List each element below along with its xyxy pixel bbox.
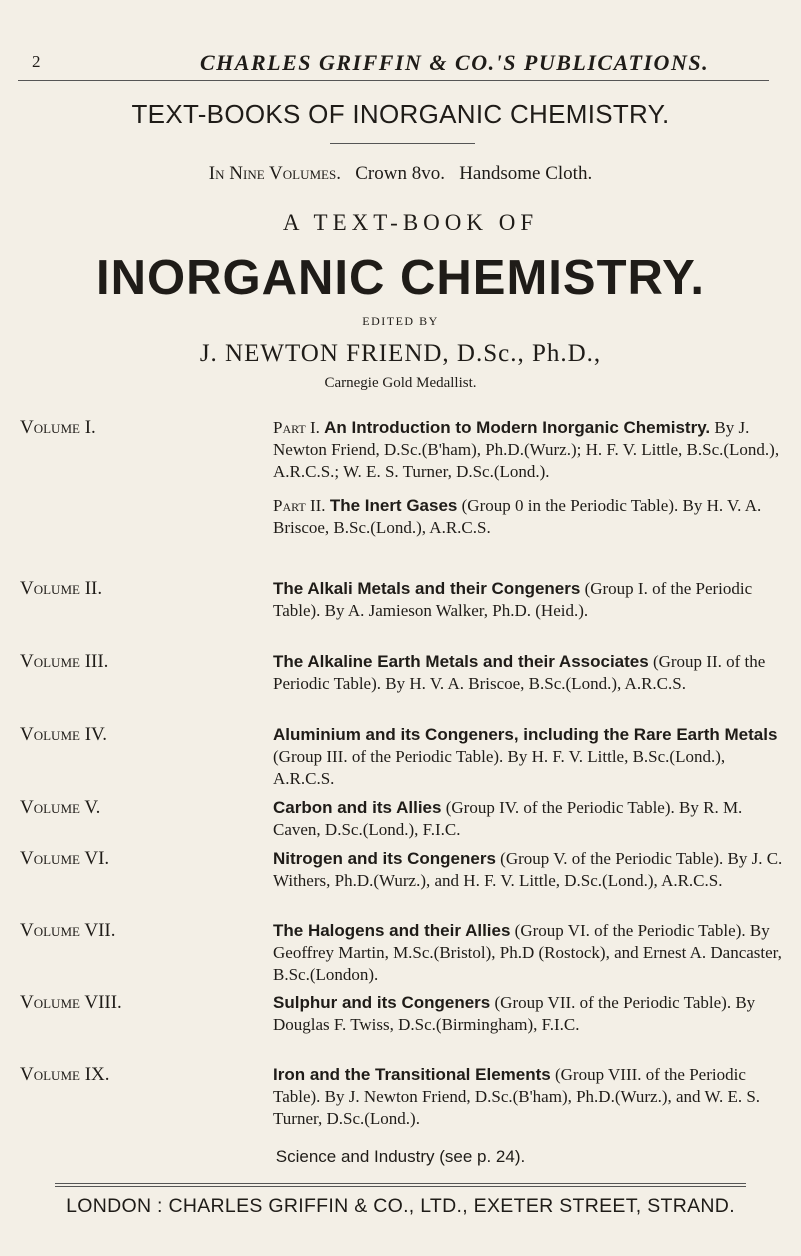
edition-line [0, 163, 801, 185]
volume-description [273, 797, 783, 841]
volume-description [273, 417, 783, 551]
volume-authors: (Group IV. of the Periodic Table). By R. M. Caven, D.Sc.(Lond.), F.I.C. [273, 798, 743, 839]
volume-authors: (Group VI. of the Periodic Table). By Geoffrey Martin, M.Sc.(Bristol), Ph.D (Rostock), and Ernest A. Dancaster, B.Sc.(London). [273, 921, 782, 984]
volume-authors: (Group V. of the Periodic Table). By J. C. Withers, Ph.D.(Wurz.), and H. F. V. Little, D.Sc.(Lond.), A.R.C.S. [273, 849, 783, 890]
volume-part [273, 495, 783, 539]
footer-rule-secondary [55, 1186, 746, 1187]
editor-distinction: Carnegie Gold Medallist. [324, 375, 477, 391]
series-title: TEXT-BOOKS OF INORGANIC CHEMISTRY. [131, 99, 670, 129]
book-main-title: INORGANIC CHEMISTRY. [96, 251, 705, 305]
volume-label: Volume VI. [20, 848, 110, 869]
edited-by: EDITED BY [362, 314, 439, 328]
volume-label: Volume II. [20, 578, 103, 599]
part-prefix: Part II. [273, 496, 326, 515]
part-title: The Inert Gases [329, 496, 458, 515]
title-rule [330, 143, 475, 144]
volume-label: Volume IX. [20, 1064, 110, 1085]
volume-title: The Alkali Metals and their Congeners [273, 579, 581, 598]
volume-label: Volume IV. [20, 724, 108, 745]
running-head [0, 50, 801, 80]
book-binding: Handsome Cloth. [459, 163, 593, 184]
part-authors: By J. Newton Friend, D.Sc.(B'ham), Ph.D.(Wurz.); H. F. V. Little, B.Sc.(Lond.), A.R.C.S.; W. E. S. Turner, D.Sc.(Lond.). [273, 418, 780, 481]
book-pre-title: A TEXT-BOOK OF [282, 210, 539, 235]
volumes-count: In Nine Volumes. [208, 163, 341, 184]
running-title: CHARLES GRIFFIN & CO.'S PUBLICATIONS. [200, 50, 710, 75]
page-number: 2 [32, 52, 41, 71]
header-rule [18, 80, 769, 81]
volume-title: Nitrogen and its Congeners [273, 849, 496, 868]
volume-title: The Halogens and their Allies [273, 921, 511, 940]
volume-label: Volume I. [20, 417, 96, 438]
editor-name: J. NEWTON FRIEND, D.Sc., Ph.D., [199, 340, 602, 367]
volume-title: The Alkaline Earth Metals and their Associates [273, 652, 649, 671]
volume-title: Sulphur and its Congeners [273, 993, 491, 1012]
volume-authors: (Group VII. of the Periodic Table). By Douglas F. Twiss, D.Sc.(Birmingham), F.I.C. [273, 993, 756, 1034]
publisher-imprint: LONDON : CHARLES GRIFFIN & CO., LTD., EXETER STREET, STRAND. [66, 1195, 735, 1217]
volume-description [273, 724, 783, 790]
volume-authors: (Group I. of the Periodic Table). By A. Jamieson Walker, Ph.D. (Heid.). [273, 579, 753, 620]
part-authors: (Group 0 in the Periodic Table). By H. V. A. Briscoe, B.Sc.(Lond.), A.R.C.S. [273, 496, 762, 537]
part-prefix: Part I. [273, 418, 320, 437]
volume-title: Iron and the Transitional Elements [273, 1065, 551, 1084]
volume-authors: (Group II. of the Periodic Table). By H. V. A. Briscoe, B.Sc.(Lond.), A.R.C.S. [273, 652, 766, 693]
volume-label: Volume VIII. [20, 992, 122, 1013]
volume-authors: (Group VIII. of the Periodic Table). By J. Newton Friend, D.Sc.(B'ham), Ph.D.(Wurz.), and W. E. S. Turner, D.Sc.(Lond.). [273, 1065, 761, 1128]
volume-label: Volume V. [20, 797, 101, 818]
volume-label: Volume III. [20, 651, 109, 672]
volume-part [273, 417, 783, 483]
volume-description [273, 1064, 783, 1130]
volume-description [273, 848, 783, 892]
volume-description [273, 578, 783, 622]
volume-description [273, 651, 783, 695]
volume-title: Aluminium and its Congeners, including the Rare Earth Metals [273, 725, 778, 744]
part-title: An Introduction to Modern Inorganic Chemistry. [324, 418, 711, 437]
footer-rule [55, 1183, 746, 1184]
volume-description [273, 920, 783, 986]
volume-title: Carbon and its Allies [273, 798, 442, 817]
volume-label: Volume VII. [20, 920, 116, 941]
cross-reference: Science and Industry (see p. 24). [275, 1147, 526, 1166]
volume-description [273, 992, 783, 1036]
book-format: Crown 8vo. [355, 163, 445, 184]
volume-authors: (Group III. of the Periodic Table). By H. F. V. Little, B.Sc.(Lond.), A.R.C.S. [273, 747, 726, 788]
